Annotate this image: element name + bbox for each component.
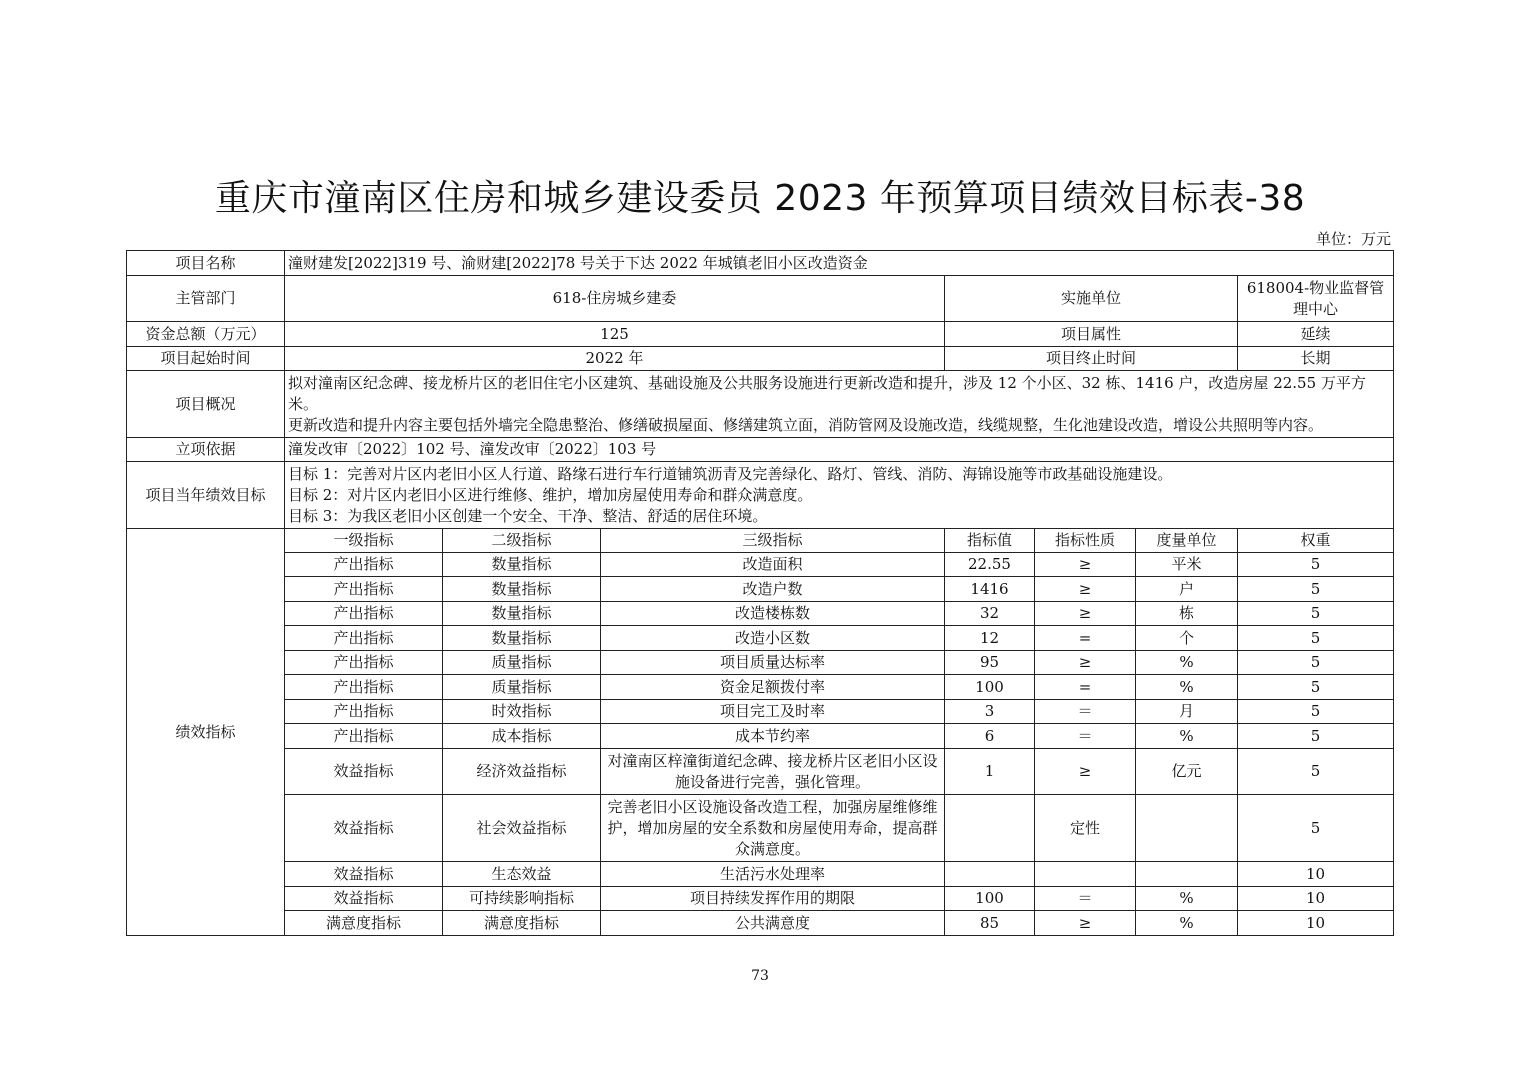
row-fund <box>127 322 1394 347</box>
cell-level3: 改造楼栋数 <box>601 602 945 626</box>
cell-level3: 对潼南区梓潼街道纪念碑、接龙桥片区老旧小区设施设备进行完善，强化管理。 <box>601 749 945 795</box>
cell-level2: 经济效益指标 <box>443 749 601 795</box>
cell-weight: 5 <box>1238 553 1394 577</box>
cell-unit: 月 <box>1136 700 1238 724</box>
indicator-row <box>127 675 1394 700</box>
cell-value: 1 <box>945 749 1035 795</box>
indicator-row <box>127 749 1394 795</box>
dept-label: 主管部门 <box>127 276 285 322</box>
indicator-row <box>127 651 1394 675</box>
cell-weight: 5 <box>1238 626 1394 651</box>
header-level3: 三级指标 <box>601 529 945 553</box>
cell-nature: ≥ <box>1035 553 1136 577</box>
cell-value <box>945 862 1035 887</box>
cell-nature: ≥ <box>1035 749 1136 795</box>
impl-unit-label: 实施单位 <box>945 276 1238 322</box>
cell-value: 100 <box>945 675 1035 700</box>
cell-value: 95 <box>945 651 1035 675</box>
goal-2: 目标 2：对片区内老旧小区进行维修、维护，增加房屋使用寿命和群众满意度。 <box>288 485 813 504</box>
cell-unit: % <box>1136 651 1238 675</box>
cell-level2: 质量指标 <box>443 651 601 675</box>
goal-3: 目标 3：为我区老旧小区创建一个安全、干净、整洁、舒适的居住环境。 <box>288 506 768 525</box>
cell-level1: 效益指标 <box>285 887 443 911</box>
overview-line-2: 更新改造和提升内容主要包括外墙完全隐患整治、修缮破损屋面、修缮建筑立面，消防管网及设施改造，线缆规整，生化池建设改造，增设公共照明等内容。 <box>288 415 1324 434</box>
cell-level1: 产出指标 <box>285 724 443 749</box>
start-label: 项目起始时间 <box>127 347 285 371</box>
cell-level2: 质量指标 <box>443 675 601 700</box>
cell-level1: 产出指标 <box>285 700 443 724</box>
cell-level3: 项目完工及时率 <box>601 700 945 724</box>
cell-level3: 改造小区数 <box>601 626 945 651</box>
indicator-row <box>127 911 1394 936</box>
cell-weight: 10 <box>1238 862 1394 887</box>
cell-unit: 户 <box>1136 577 1238 602</box>
basis-value: 潼发改审〔2022〕102 号、潼发改审〔2022〕103 号 <box>285 438 1394 462</box>
cell-value: 85 <box>945 911 1035 936</box>
indicator-row <box>127 602 1394 626</box>
cell-value: 22.55 <box>945 553 1035 577</box>
cell-nature: ≥ <box>1035 911 1136 936</box>
indicator-row <box>127 553 1394 577</box>
indicator-row <box>127 626 1394 651</box>
row-overview <box>127 371 1394 438</box>
cell-unit: 平米 <box>1136 553 1238 577</box>
cell-weight: 5 <box>1238 700 1394 724</box>
indicator-row <box>127 700 1394 724</box>
overview-value <box>285 371 1394 438</box>
cell-nature: ≥ <box>1035 602 1136 626</box>
cell-nature: = <box>1035 675 1136 700</box>
cell-level1: 产出指标 <box>285 626 443 651</box>
cell-value <box>945 795 1035 862</box>
page-title: 重庆市潼南区住房和城乡建设委员 2023 年预算项目绩效目标表-38 <box>214 178 1306 219</box>
cell-level2: 满意度指标 <box>443 911 601 936</box>
end-label: 项目终止时间 <box>945 347 1238 371</box>
cell-nature: ＝ <box>1035 887 1136 911</box>
cell-nature: = <box>1035 626 1136 651</box>
cell-nature: ≥ <box>1035 651 1136 675</box>
end-value: 长期 <box>1238 347 1394 371</box>
indicator-row <box>127 795 1394 862</box>
indicator-row <box>127 887 1394 911</box>
cell-weight: 10 <box>1238 911 1394 936</box>
cell-value: 32 <box>945 602 1035 626</box>
header-level2: 二级指标 <box>443 529 601 553</box>
dept-value: 618-住房城乡建委 <box>285 276 945 322</box>
row-time <box>127 347 1394 371</box>
header-level1: 一级指标 <box>285 529 443 553</box>
cell-weight: 5 <box>1238 795 1394 862</box>
cell-unit: % <box>1136 887 1238 911</box>
indicator-row <box>127 577 1394 602</box>
indicator-row <box>127 862 1394 887</box>
row-dept <box>127 276 1394 322</box>
cell-level2: 数量指标 <box>443 577 601 602</box>
header-unit: 度量单位 <box>1136 529 1238 553</box>
cell-unit: 个 <box>1136 626 1238 651</box>
row-project-name <box>127 251 1394 276</box>
cell-weight: 5 <box>1238 724 1394 749</box>
row-basis <box>127 438 1394 462</box>
goals-label: 项目当年绩效目标 <box>127 462 285 529</box>
project-name-label: 项目名称 <box>127 251 285 276</box>
cell-nature: ≥ <box>1035 577 1136 602</box>
cell-nature: ＝ <box>1035 700 1136 724</box>
project-name-value: 潼财建发[2022]319 号、渝财建[2022]78 号关于下达 2022 年城镇老旧小区改造资金 <box>285 251 1394 276</box>
cell-value: 100 <box>945 887 1035 911</box>
cell-weight: 10 <box>1238 887 1394 911</box>
cell-level3: 改造户数 <box>601 577 945 602</box>
cell-level2: 社会效益指标 <box>443 795 601 862</box>
cell-weight: 5 <box>1238 675 1394 700</box>
cell-unit: 栋 <box>1136 602 1238 626</box>
cell-level2: 数量指标 <box>443 602 601 626</box>
cell-unit: % <box>1136 911 1238 936</box>
header-value: 指标值 <box>945 529 1035 553</box>
performance-table <box>126 250 1394 936</box>
cell-nature <box>1035 862 1136 887</box>
attr-label: 项目属性 <box>945 322 1238 347</box>
cell-level1: 产出指标 <box>285 651 443 675</box>
attr-value: 延续 <box>1238 322 1394 347</box>
cell-level1: 效益指标 <box>285 795 443 862</box>
basis-label: 立项依据 <box>127 438 285 462</box>
cell-weight: 5 <box>1238 749 1394 795</box>
header-weight: 权重 <box>1238 529 1394 553</box>
cell-level1: 产出指标 <box>285 553 443 577</box>
cell-level3: 公共满意度 <box>601 911 945 936</box>
cell-level3: 改造面积 <box>601 553 945 577</box>
impl-unit-value: 618004-物业监督管理中心 <box>1238 276 1394 322</box>
goals-value <box>285 462 1394 529</box>
indicator-header-row <box>127 529 1394 553</box>
start-value: 2022 年 <box>285 347 945 371</box>
fund-value: 125 <box>285 322 945 347</box>
cell-level1: 效益指标 <box>285 749 443 795</box>
cell-value: 1416 <box>945 577 1035 602</box>
indicators-section-label: 绩效指标 <box>127 529 285 936</box>
cell-level2: 时效指标 <box>443 700 601 724</box>
cell-level3: 项目持续发挥作用的期限 <box>601 887 945 911</box>
cell-level3: 完善老旧小区设施设备改造工程，加强房屋维修维护，增加房屋的安全系数和房屋使用寿命，提高群众满意度。 <box>601 795 945 862</box>
cell-level3: 资金足额拨付率 <box>601 675 945 700</box>
indicator-row <box>127 724 1394 749</box>
cell-unit: % <box>1136 724 1238 749</box>
cell-level2: 数量指标 <box>443 626 601 651</box>
page-number: 73 <box>751 968 769 984</box>
cell-nature: 定性 <box>1035 795 1136 862</box>
cell-level1: 效益指标 <box>285 862 443 887</box>
cell-level2: 可持续影响指标 <box>443 887 601 911</box>
cell-weight: 5 <box>1238 602 1394 626</box>
cell-level1: 产出指标 <box>285 602 443 626</box>
cell-weight: 5 <box>1238 577 1394 602</box>
cell-level2: 成本指标 <box>443 724 601 749</box>
unit-label: 单位：万元 <box>1315 230 1391 248</box>
overview-line-1: 拟对潼南区纪念碑、接龙桥片区的老旧住宅小区建筑、基础设施及公共服务设施进行更新改造和提升，涉及 12 个小区、32 栋、1416 户，改造房屋 22.55 万平方米。 <box>288 373 1366 413</box>
cell-level3: 生活污水处理率 <box>601 862 945 887</box>
cell-level1: 产出指标 <box>285 577 443 602</box>
cell-level3: 项目质量达标率 <box>601 651 945 675</box>
cell-level3: 成本节约率 <box>601 724 945 749</box>
cell-nature: ＝ <box>1035 724 1136 749</box>
fund-label: 资金总额（万元） <box>127 322 285 347</box>
cell-level2: 生态效益 <box>443 862 601 887</box>
cell-level1: 满意度指标 <box>285 911 443 936</box>
cell-unit: 亿元 <box>1136 749 1238 795</box>
cell-level2: 数量指标 <box>443 553 601 577</box>
cell-value: 6 <box>945 724 1035 749</box>
goal-1: 目标 1：完善对片区内老旧小区人行道、路缘石进行车行道铺筑沥青及完善绿化、路灯、管线、消防、海锦设施等市政基础设施建设。 <box>288 464 1173 483</box>
row-goals <box>127 462 1394 529</box>
cell-value: 12 <box>945 626 1035 651</box>
cell-unit: % <box>1136 675 1238 700</box>
cell-unit <box>1136 862 1238 887</box>
header-nature: 指标性质 <box>1035 529 1136 553</box>
cell-level1: 产出指标 <box>285 675 443 700</box>
overview-label: 项目概况 <box>127 371 285 438</box>
cell-value: 3 <box>945 700 1035 724</box>
cell-unit <box>1136 795 1238 862</box>
cell-weight: 5 <box>1238 651 1394 675</box>
